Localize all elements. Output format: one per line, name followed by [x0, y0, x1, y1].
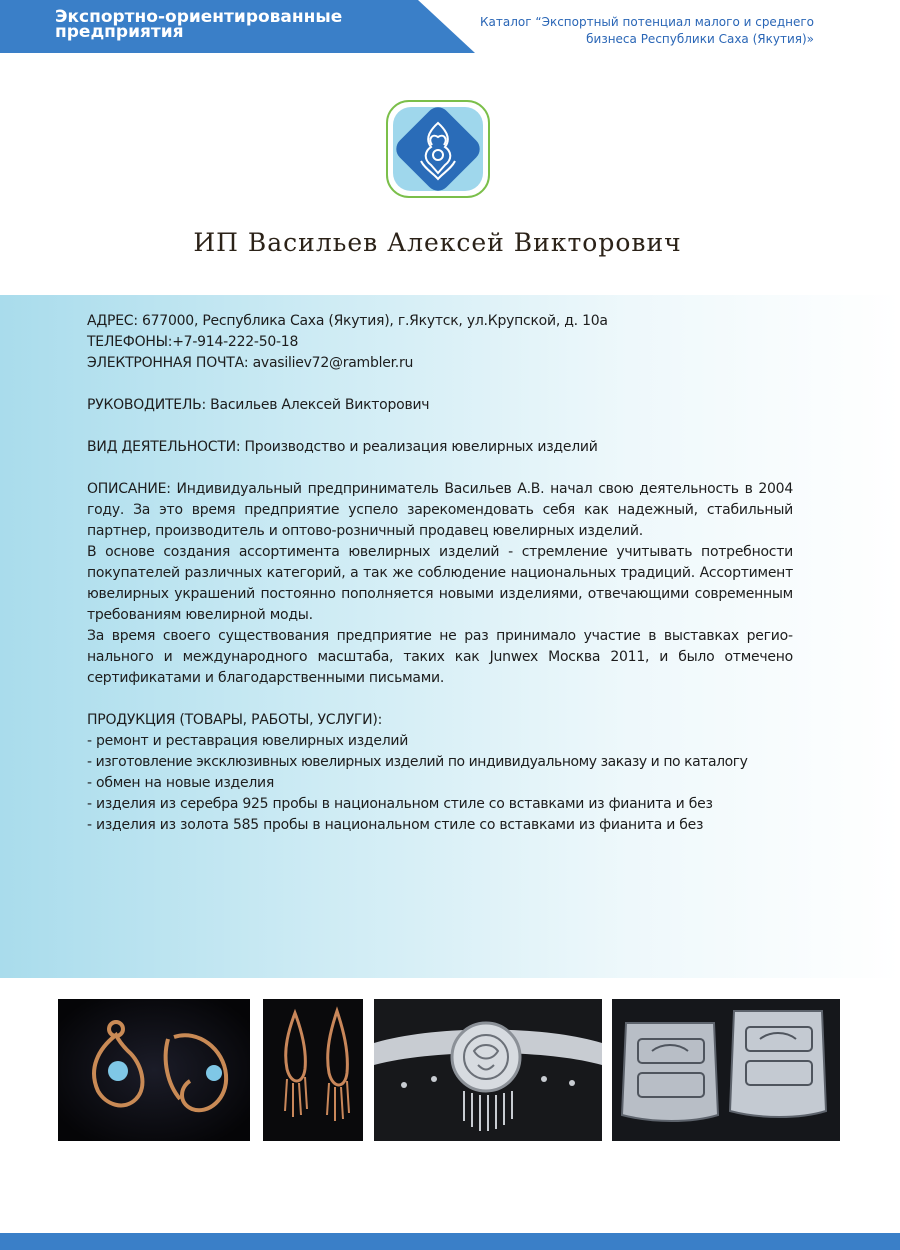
email-value[interactable]: avasiliev72@rambler.ru: [248, 355, 414, 371]
silver-bracelets-photo: [612, 999, 840, 1141]
gold-earrings-photo: [58, 999, 250, 1141]
catalog-title: [434, 14, 814, 48]
products-label: ПРОДУКЦИЯ (ТОВАРЫ, РАБОТЫ, УСЛУГИ):: [87, 712, 383, 728]
description-paragraph-1: [87, 479, 793, 542]
company-details: [87, 311, 793, 836]
products-item: - ремонт и реставрация ювелирных изделий: [87, 733, 409, 749]
ornament-logo-icon: [385, 99, 491, 199]
activity-line: [87, 437, 793, 458]
manager-label: РУКОВОДИТЕЛЬ:: [87, 397, 206, 413]
address-label: АДРЕС:: [87, 313, 138, 329]
phones-value: +7-914-222-50-18: [172, 334, 299, 350]
description-text-1: Индивидуальный предприниматель Васильев А.В. начал свою деятельность в 2004 году. За это время предприятие успело зарекомендовать себя как надежный, стабильный партнер, производитель и оптово-розничный продавец ювелирных изделий.: [87, 481, 793, 539]
manager-value: Васильев Алексей Викторович: [205, 397, 430, 413]
products-item: - изделия из серебра 925 пробы в национальном стиле со вставками из фианита и без: [87, 796, 713, 812]
products-item: - изделия из золота 585 пробы в национальном стиле со вставками из фианита и без: [87, 817, 704, 833]
address-value: 677000, Республика Саха (Якутия), г.Якутск, ул.Крупской, д. 10а: [137, 313, 608, 329]
catalog-title-line1: Каталог “Экспортный потенциал малого и среднего: [480, 15, 814, 29]
activity-value: Производство и реализация ювелирных изделий: [240, 439, 598, 455]
catalog-title-line2: бизнеса Республики Саха (Якутия)»: [586, 32, 814, 46]
company-name: ИП Васильев Алексей Викторович: [193, 228, 682, 257]
email-line: [87, 353, 793, 374]
description-label: ОПИСАНИЕ:: [87, 481, 171, 497]
section-title: Экспортно-ориентированные предприятия: [55, 7, 343, 42]
products-item: - изготовление эксклюзивных ювелирных изделий по индивидуальному заказу и по каталогу: [87, 754, 748, 770]
phones-line: [87, 332, 793, 353]
bottom-bar: [0, 1233, 900, 1250]
address-line: [87, 311, 793, 332]
email-label: ЭЛЕКТРОННАЯ ПОЧТА:: [87, 355, 249, 371]
description-paragraph-3: За время своего существования предприятие не раз принимало участие в выставках регионального и международного масштаба, таких как Junwex Москва 2011, и было отмечено сертификатами и благодарственными письмами.: [87, 628, 793, 686]
manager-line: [87, 395, 793, 416]
silver-headband-photo: [374, 999, 602, 1141]
products-item: - обмен на новые изделия: [87, 775, 275, 791]
description-paragraph-2: В основе создания ассортимента ювелирных изделий - стремление учитывать потребности покупателей различных категорий, а так же соблюдение национальных традиций. Ассортимент ювелирных украшений постоянно пополняется новыми изделиями, отвечающими современным требованиям ювелирной моды.: [87, 544, 793, 623]
phones-label: ТЕЛЕФОНЫ:: [87, 334, 173, 350]
activity-label: ВИД ДЕЯТЕЛЬНОСТИ:: [87, 439, 241, 455]
gold-drop-earrings-photo: [263, 999, 363, 1141]
